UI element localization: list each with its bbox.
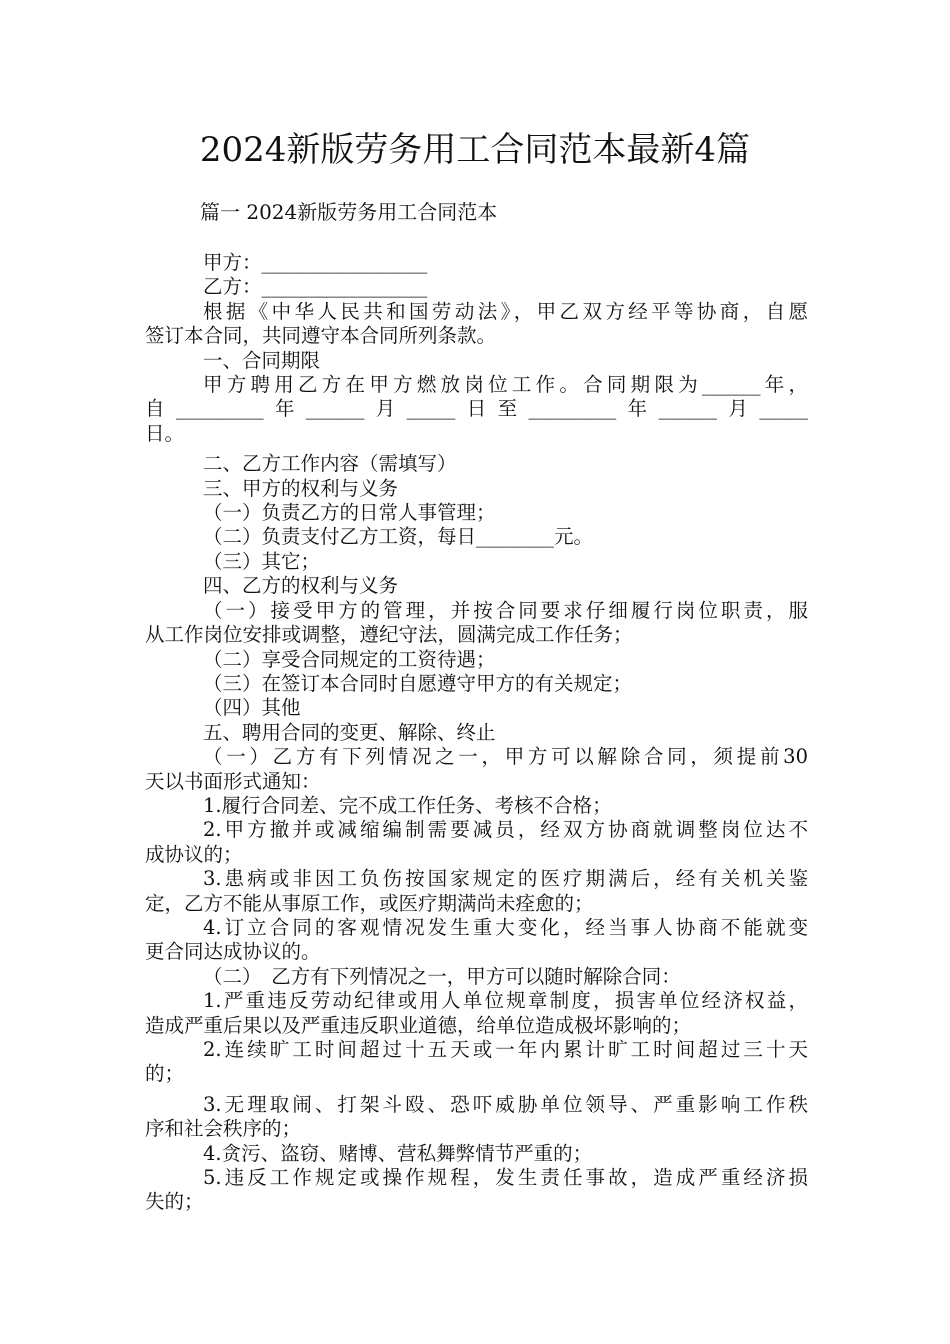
clause-heading: 四、乙方的权利与义务 [203,574,399,598]
document-body [145,251,808,1215]
party-a-line: 甲方：_________________ [203,251,428,274]
list-item: 4.贪污、盗窃、赌博、营私舞弊情节严重的； [203,1141,593,1165]
section-heading: 篇一 2024新版劳务用工合同范本 [200,200,498,224]
paragraph-line: 签订本合同，共同遵守本合同所列条款。 [145,324,497,348]
list-item: 5.违反工作规定或操作规程，发生责任事故，造成严重经济损 [203,1166,808,1190]
list-item: （二）享受合同规定的工资待遇； [203,647,496,671]
list-item: 3.患病或非因工负伤按国家规定的医疗期满后，经有关机关鉴 [203,867,808,891]
list-item: 成协议的； [145,842,243,866]
paragraph-line: 日。 [145,421,185,445]
list-item: （四）其他 [203,696,301,720]
list-item: 3.无理取闹、打架斗殴、恐吓威胁单位领导、严重影响工作秩 [203,1092,808,1116]
list-item: 天以书面形式通知： [145,769,321,793]
list-item: 2.甲方撤并或减缩编制需要减员，经双方协商就调整岗位达不 [203,818,808,842]
list-item: （一）乙方有下列情况之一，甲方可以解除合同，须提前30 [203,745,808,769]
paragraph-line: 甲方聘用乙方在甲方燃放岗位工作。合同期限为______年， [203,373,808,397]
list-item: 造成严重后果以及严重违反职业道德，给单位造成极坏影响的； [145,1013,692,1037]
clause-heading: 三、甲方的权利与义务 [203,476,399,500]
party-b-line: 乙方：_________________ [203,275,428,299]
clause-heading: 一、合同期限 [203,348,321,372]
list-item: 失的； [145,1190,204,1214]
list-item: 的； [145,1062,185,1086]
list-item: （一）接受甲方的管理，并按合同要求仔细履行岗位职责，服 [203,598,808,622]
list-item: （三）在签订本合同时自愿遵守甲方的有关规定； [203,671,633,695]
list-item: 从工作岗位安排或调整，遵纪守法，圆满完成工作任务； [145,623,633,647]
list-item: （二）负责支付乙方工资，每日________元。 [203,525,594,549]
paragraph-line: 自_________年______月_____日至_________年______月_____ [145,397,808,421]
clause-heading: 二、乙方工作内容（需填写） [203,452,457,476]
document-title: 2024新版劳务用工合同范本最新4篇 [199,130,751,170]
list-item: 2.连续旷工时间超过十五天或一年内累计旷工时间超过三十天 [203,1038,808,1061]
list-item: 更合同达成协议的。 [145,940,321,964]
paragraph-line: 根据《中华人民共和国劳动法》，甲乙双方经平等协商，自愿 [203,299,808,323]
clause-heading: （二） 乙方有下列情况之一，甲方可以随时解除合同： [203,964,681,988]
clause-heading: 五、聘用合同的变更、解除、终止 [203,720,496,744]
list-item: （一）负责乙方的日常人事管理； [203,501,496,525]
list-item: 定，乙方不能从事原工作，或医疗期满尚未痊愈的； [145,891,594,915]
list-item: 1.履行合同差、完不成工作任务、考核不合格； [203,793,612,817]
list-item: 序和社会秩序的； [145,1117,302,1141]
list-item: （三）其它； [203,549,321,573]
list-item: 1.严重违反劳动纪律或用人单位规章制度，损害单位经济权益， [203,989,808,1013]
list-item: 4.订立合同的客观情况发生重大变化，经当事人协商不能就变 [203,915,808,939]
